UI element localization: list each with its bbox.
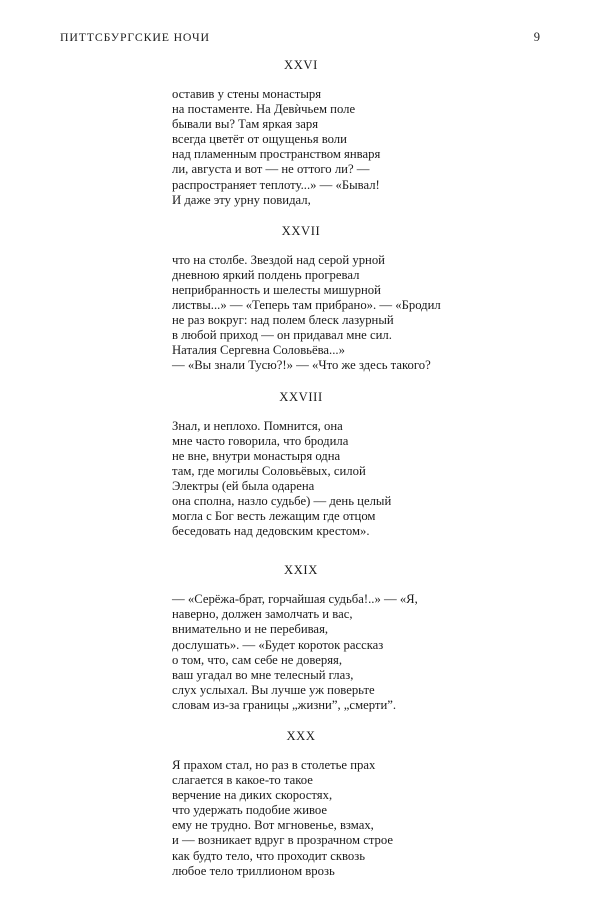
verse-line: не вне, внутри монастыря одна [172, 448, 341, 463]
verse-line: Наталия Сергевна Соловьёва...» [172, 343, 345, 358]
verse-line: ваш угадал во мне телесный глаз, [172, 667, 354, 682]
verse-line: мне часто говорила, что бродила [172, 433, 349, 448]
verse-line: верчение на диких скоростях, [172, 788, 333, 803]
verse-line: распространяет теплоту...» — «Бывал! [172, 177, 380, 192]
verse-line: оставив у стены монастыря [172, 87, 322, 101]
stanza-lines [0, 758, 600, 879]
verse-line: что удержать подобие живое [172, 803, 328, 818]
stanza-number: XXIX [284, 563, 318, 578]
verse-line: на постаменте. На Девѝчьем поле [172, 102, 356, 117]
verse-line: дослушать». — «Будет короток рассказ [172, 637, 384, 652]
verse-line: Знал, и неплохо. Помнится, она [172, 418, 343, 433]
stanza-lines [0, 87, 600, 208]
verse-line: как будто тело, что проходит сквозь [172, 848, 366, 863]
verse-line: любое тело триллионом врозь [172, 863, 335, 878]
page-number: 9 [533, 30, 540, 44]
verse-line: И даже эту урну повидал, [172, 192, 311, 207]
verse-line: над пламенным пространством января [172, 147, 381, 162]
verse-line: могла с Бог весть лежащим где отцом [172, 509, 376, 524]
verse-line: ему не трудно. Вот мгновенье, взмах, [172, 818, 374, 833]
verse-line: Электры (ей была одарена [172, 478, 315, 493]
verse-line: беседовать над дедовским крестом». [172, 524, 370, 539]
verse-line: не раз вокруг: над полем блеск лазурный [172, 313, 394, 328]
stanza-lines [0, 592, 600, 713]
stanza-number: XXVII [281, 223, 321, 238]
verse-line: в любой приход — он придавал мне сил. [172, 328, 392, 343]
stanza-number: XXX [286, 729, 316, 743]
verse-line: наверно, должен замолчать и вас, [172, 607, 353, 622]
verse-line: всегда цветёт от ощущенья воли [172, 132, 347, 147]
verse-line: неприбранность и шелесты мишурной [172, 282, 381, 297]
verse-line: и — возникает вдруг в прозрачном строе [172, 833, 394, 848]
verse-line: там, где могилы Соловьёвых, силой [172, 463, 366, 478]
verse-line: — «Вы знали Тусю?!» — «Что же здесь такого? [172, 358, 431, 373]
poem-body [0, 58, 600, 879]
stanza-lines [0, 253, 600, 374]
stanza-number: XXVIII [279, 389, 323, 404]
verse-line: словам из-за границы „жизни”, „смерти”. [172, 697, 397, 712]
stanza-lines [0, 419, 600, 540]
verse-line: слагается в какое-то такое [172, 773, 313, 788]
stanza [0, 563, 600, 713]
verse-line: дневною яркий полдень прогревал [172, 267, 360, 282]
running-head [60, 30, 540, 50]
verse-line: о том, что, сам себе не доверяя, [172, 652, 343, 667]
stanza-number: XXVI [284, 58, 318, 72]
verse-line: ли, августа и вот — не оттого ли? — [172, 162, 370, 177]
stanza [0, 224, 600, 374]
verse-line: — «Серёжа-брат, горчайшая судьба!..» — «Я, [172, 592, 418, 607]
stanza [0, 58, 600, 208]
verse-line: листвы...» — «Теперь там прибрано». — «Бродил [172, 298, 441, 313]
running-head-title: ПИТТСБУРГСКИЕ НОЧИ [60, 30, 210, 44]
verse-line: внимательно и не перебивая, [172, 622, 329, 637]
verse-line: что на столбе. Звездой над серой урной [172, 252, 385, 267]
verse-line: Я прахом стал, но раз в столетье прах [172, 758, 376, 772]
stanza [0, 729, 600, 879]
verse-line: бывали вы? Там яркая заря [172, 117, 319, 132]
verse-line: слух услыхал. Вы лучше уж поверьте [172, 682, 375, 697]
stanza [0, 390, 600, 540]
verse-line: она сполна, назло судьбе) — день целый [172, 493, 392, 508]
